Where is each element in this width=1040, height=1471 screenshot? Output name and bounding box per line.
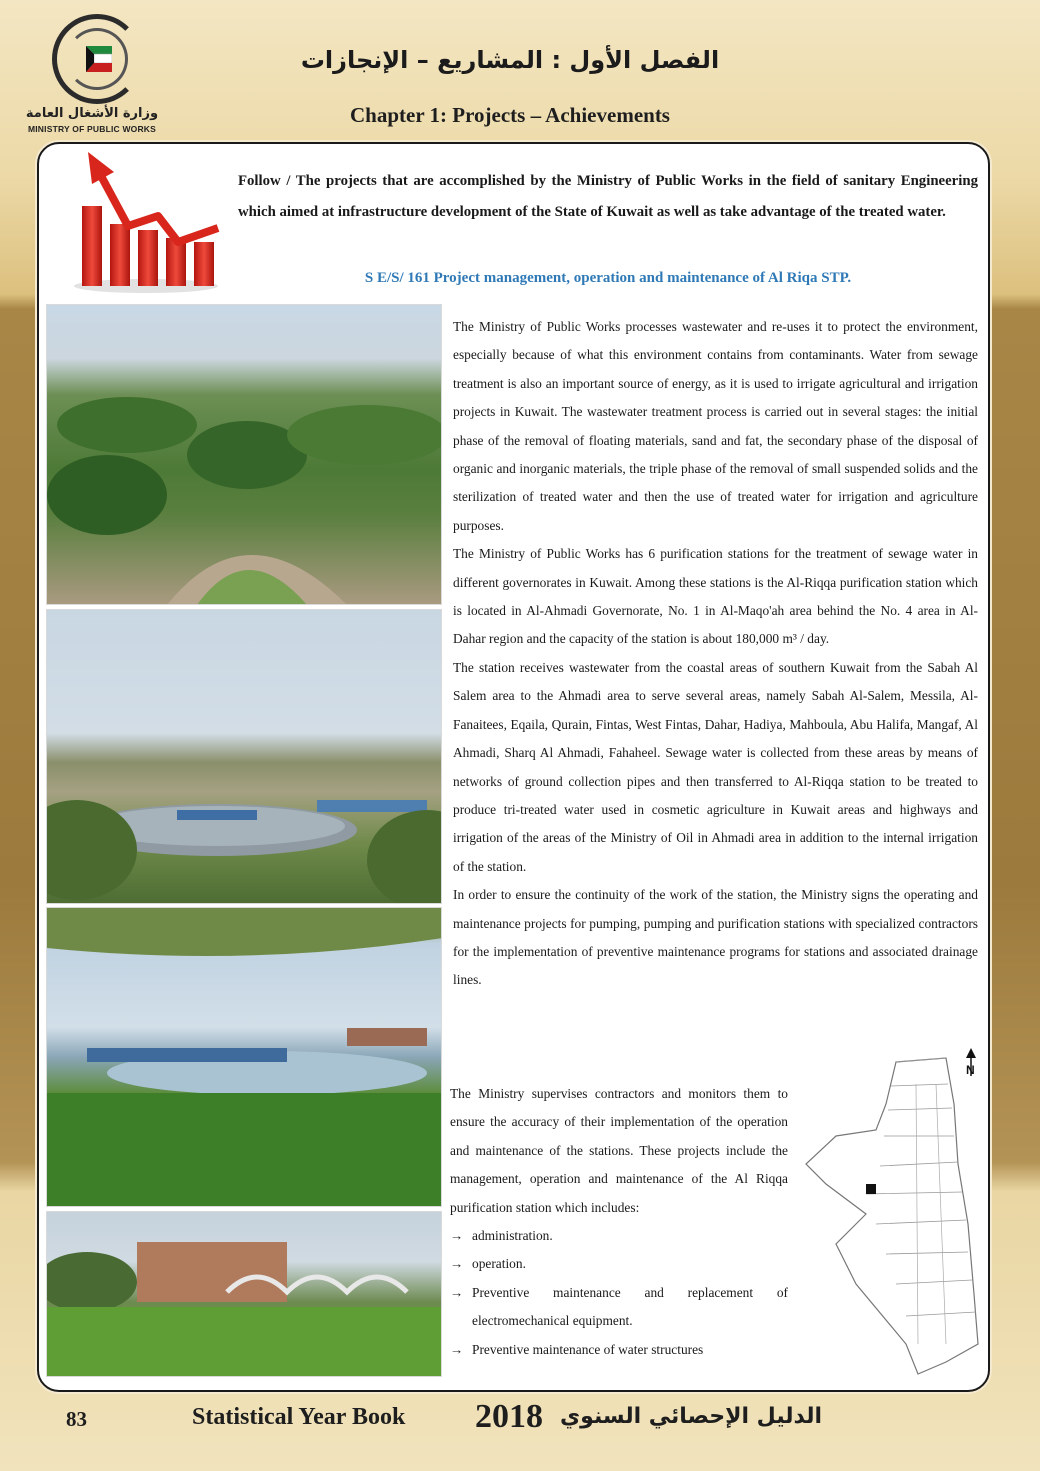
main-body-text bbox=[453, 313, 978, 995]
kuwait-flag-icon bbox=[86, 46, 112, 72]
north-label: N bbox=[966, 1063, 975, 1077]
list-item bbox=[450, 1336, 788, 1364]
arrow-bullet-icon: → bbox=[450, 1284, 464, 1300]
page-number: 83 bbox=[66, 1407, 87, 1431]
chapter-title-arabic: الفصل الأول : المشاريع – الإنجازات bbox=[300, 46, 720, 74]
logo-english-text: MINISTRY OF PUBLIC WORKS bbox=[27, 124, 157, 134]
arrow-bullet-icon: → bbox=[450, 1256, 464, 1272]
photo-station-overview bbox=[46, 304, 442, 605]
footer-year: 2018 bbox=[475, 1398, 543, 1435]
photo-treatment-pond bbox=[46, 907, 442, 1207]
list-item bbox=[450, 1250, 788, 1278]
list-item-text: administration. bbox=[472, 1228, 553, 1244]
body-paragraph-1: The Ministry of Public Works processes wastewater and re-uses it to protect the environment, especially because of what this environment contains from contaminants. Water from sewage treatment is also an important source of energy, as it is used to irrigate agricultural and irrigation projects in Kuwait. The wastewater treatment process is carried out in several stages: the initial phase of the removal of floating materials, sand and fat, the secondary phase of the disposal of organic and inorganic materials, the triple phase of the removal of small suspended solids and the sterilization of treated water and then the use of treated water for irrigation and agriculture purposes. bbox=[453, 319, 978, 533]
list-item bbox=[450, 1279, 788, 1336]
list-item-text: Preventive maintenance of water structures bbox=[472, 1341, 704, 1357]
body-paragraph-2: The Ministry of Public Works has 6 purification stations for the treatment of sewage water in different governorates in Kuwait. Among these stations is the Al-Riqqa purification station which is located in Al-Ahmadi Governorate, No. 1 in Al-Maqo'ah area behind the No. 4 area in Al-Dahar region and the capacity of the station is about 180,000 m³ / day. bbox=[453, 546, 978, 647]
footer-title-english: Statistical Year Book bbox=[192, 1404, 406, 1430]
arrow-bullet-icon: → bbox=[450, 1341, 464, 1357]
body-paragraph-3: The station receives wastewater from the coastal areas of southern Kuwait from the Sabah Al Salem area to the Ahmadi area to serve several areas, namely Sabah Al-Salem, Messila, Al-Fanaitees, Eqaila, Qurain, Fintas, West Fintas, Dahar, Hadiya, Mahboula, Abu Halifa, Mangaf, Al Ahmadi, Sharq Al Ahmadi, Fahaheel. Sewage water is collected from these areas by means of networks of ground collection pipes and then transferred to Al-Riqqa station to be treated to produce tri-treated water used in cosmetic agriculture in Kuwait areas and highways and irrigation of the areas of the Ministry of Oil in Ahmadi area in addition to the internal irrigation of the station. bbox=[453, 659, 978, 874]
list-item-text: Preventive maintenance and replacement of electromechanical equipment. bbox=[472, 1284, 788, 1329]
photo-clarifier-tank bbox=[46, 609, 442, 904]
arrow-bullet-icon: → bbox=[450, 1228, 464, 1244]
station-marker-icon bbox=[866, 1184, 876, 1194]
body-paragraph-4: In order to ensure the continuity of the work of the station, the Ministry signs the operating and maintenance projects for pumping, pumping and purification stations with specialized contractors for the implementation of preventive maintenance programs for stations and associated drainage lines. bbox=[453, 887, 978, 988]
list-item-text: operation. bbox=[472, 1256, 526, 1272]
photo-station-building bbox=[46, 1211, 442, 1377]
declining-bars-arrow-icon bbox=[58, 146, 223, 296]
north-arrow-icon bbox=[966, 1048, 976, 1077]
intro-paragraph: Follow / The projects that are accomplished by the Ministry of Public Works in the field of sanitary Engineering which aimed at infrastructure development of the State of Kuwait as well as take advantage of the treated water. bbox=[238, 173, 978, 220]
location-map bbox=[796, 1044, 982, 1380]
chapter-title-english: Chapter 1: Projects – Achievements bbox=[350, 103, 670, 127]
project-title: S E/S/ 161 Project management, operation and maintenance of Al Riqa STP. bbox=[364, 270, 852, 286]
ministry-logo bbox=[22, 14, 162, 134]
logo-arabic-text: وزارة الأشغال العامة bbox=[25, 106, 159, 121]
list-item bbox=[450, 1222, 788, 1250]
footer-title-arabic: الدليل الإحصائي السنوي bbox=[560, 1404, 823, 1429]
supervision-section bbox=[450, 1080, 788, 1364]
supervision-paragraph: The Ministry supervises contractors and monitors them to ensure the accuracy of their implementation of the operation and maintenance of the stations. These projects include the management, operation and maintenance of the Al Riqqa purification station which includes: bbox=[450, 1086, 788, 1215]
